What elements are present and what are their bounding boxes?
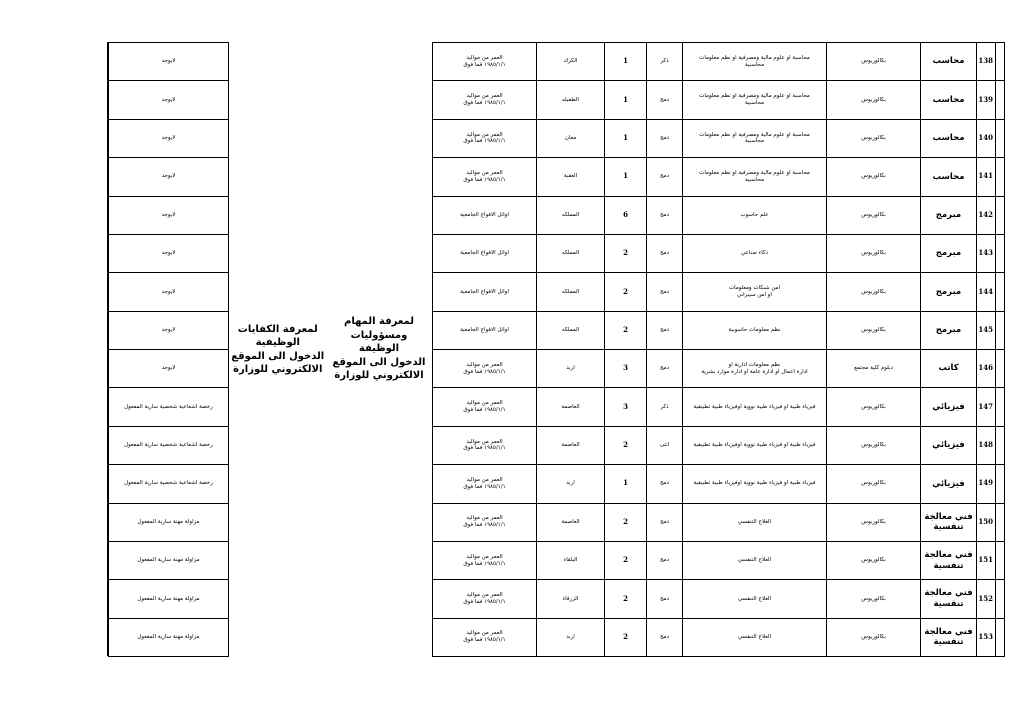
seq-cell: 151 — [977, 541, 996, 579]
seq-cell: 145 — [977, 311, 996, 349]
seq-cell: 141 — [977, 158, 996, 196]
blank-cell — [996, 43, 1005, 81]
degree-cell: بكالوريوس — [827, 503, 921, 541]
specialty-cell: العلاج التنفسي — [683, 541, 827, 579]
specialty-cell: علم حاسوب — [683, 196, 827, 234]
job-title-cell: مبرمج — [921, 234, 977, 272]
table-row — [433, 196, 1005, 234]
gender-cell: دمج — [647, 234, 683, 272]
region-cell: العاصمة — [537, 426, 605, 464]
count-cell: 3 — [605, 350, 647, 388]
specialty-cell: فيزياء طبية او فيزياء طبية نووية اوفيزياء طبية تطبيقية — [683, 388, 827, 426]
license-cell: رخصة اشعاعية شخصية سارية المفعول — [109, 465, 229, 503]
blank-cell — [996, 541, 1005, 579]
job-title-cell: مبرمج — [921, 273, 977, 311]
region-cell: الكرك — [537, 43, 605, 81]
license-cell: مزاولة مهنة سارية المفعول — [109, 541, 229, 579]
license-cell: رخصة اشعاعية شخصية سارية المفعول — [109, 388, 229, 426]
count-cell: 1 — [605, 43, 647, 81]
seq-cell: 150 — [977, 503, 996, 541]
gender-cell: دمج — [647, 158, 683, 196]
job-title-cell: محاسب — [921, 119, 977, 157]
degree-cell: بكالوريوس — [827, 234, 921, 272]
notes-cell: العمر من مواليد ١٩٨٥/١/١ فما فوق — [433, 158, 537, 196]
degree-cell: بكالوريوس — [827, 426, 921, 464]
degree-cell: بكالوريوس — [827, 43, 921, 81]
gender-cell: دمج — [647, 503, 683, 541]
seq-cell: 153 — [977, 618, 996, 656]
seq-cell: 140 — [977, 119, 996, 157]
notes-cell: العمر من مواليد ١٩٨٥/١/١ فما فوق — [433, 81, 537, 119]
table-row — [433, 388, 1005, 426]
table-row — [433, 350, 1005, 388]
notes-cell: اوائل الافواج الجامعية — [433, 196, 537, 234]
specialty-cell: ذكاء صناعي — [683, 234, 827, 272]
table-row — [433, 43, 1005, 81]
specialty-cell: محاسبة او علوم مالية ومصرفية او نظم معلومات محاسبية — [683, 158, 827, 196]
license-cell: لايوجد — [109, 119, 229, 157]
count-cell: 2 — [605, 618, 647, 656]
license-cell: لايوجد — [109, 311, 229, 349]
license-cell: لايوجد — [109, 196, 229, 234]
license-cell: مزاولة مهنة سارية المفعول — [109, 503, 229, 541]
job-title-cell: فيزيائي — [921, 426, 977, 464]
notes-cell: العمر من مواليد ١٩٨٥/١/١ فما فوق — [433, 580, 537, 618]
specialty-cell: محاسبة او علوم مالية ومصرفية او نظم معلومات محاسبية — [683, 119, 827, 157]
gender-cell: دمج — [647, 350, 683, 388]
blank-cell — [996, 426, 1005, 464]
seq-cell: 139 — [977, 81, 996, 119]
gender-cell: دمج — [647, 465, 683, 503]
gender-cell: دمج — [647, 273, 683, 311]
gender-cell: دمج — [647, 196, 683, 234]
seq-cell: 148 — [977, 426, 996, 464]
table-row — [433, 580, 1005, 618]
count-cell: 2 — [605, 273, 647, 311]
job-title-cell: محاسب — [921, 81, 977, 119]
notes-cell: العمر من مواليد ١٩٨٥/١/١ فما فوق — [433, 350, 537, 388]
count-cell: 2 — [605, 580, 647, 618]
degree-cell: بكالوريوس — [827, 465, 921, 503]
license-cell: لايوجد — [109, 273, 229, 311]
region-cell: العقبة — [537, 158, 605, 196]
blank-cell — [996, 350, 1005, 388]
region-cell: اربد — [537, 465, 605, 503]
table-row — [433, 311, 1005, 349]
gender-cell: دمج — [647, 119, 683, 157]
count-cell: 2 — [605, 541, 647, 579]
gender-cell: دمج — [647, 618, 683, 656]
region-cell: الطفيله — [537, 81, 605, 119]
blank-cell — [996, 119, 1005, 157]
blank-cell — [996, 465, 1005, 503]
blank-cell — [996, 273, 1005, 311]
count-cell: 2 — [605, 234, 647, 272]
gender-cell: ذكر — [647, 43, 683, 81]
specialty-cell: فيزياء طبية او فيزياء طبية نووية اوفيزياء طبية تطبيقية — [683, 465, 827, 503]
notes-cell: العمر من مواليد ١٩٨٥/١/١ فما فوق — [433, 503, 537, 541]
count-cell: 2 — [605, 503, 647, 541]
region-cell: المملكه — [537, 273, 605, 311]
gender-cell: دمج — [647, 311, 683, 349]
blank-cell — [996, 196, 1005, 234]
job-title-cell: فيزيائي — [921, 465, 977, 503]
tasks-note-text: لمعرفة المهام ومسؤوليات الوظيفة الدخول الى الموقع الالكتروني للوزارة — [332, 316, 426, 382]
seq-cell: 143 — [977, 234, 996, 272]
job-title-cell: محاسب — [921, 43, 977, 81]
table-row — [433, 119, 1005, 157]
blank-cell — [996, 158, 1005, 196]
degree-cell: بكالوريوس — [827, 580, 921, 618]
blank-cell — [996, 580, 1005, 618]
table-row — [433, 158, 1005, 196]
seq-cell: 146 — [977, 350, 996, 388]
blank-cell — [996, 234, 1005, 272]
license-cell: مزاولة مهنة سارية المفعول — [109, 618, 229, 656]
license-cell: رخصة اشعاعية شخصية سارية المفعول — [109, 426, 229, 464]
table-row — [433, 234, 1005, 272]
count-cell: 2 — [605, 426, 647, 464]
license-cell: لايوجد — [109, 350, 229, 388]
seq-cell: 149 — [977, 465, 996, 503]
specialty-cell: فيزياء طبية او فيزياء طبية نووية اوفيزياء طبية تطبيقية — [683, 426, 827, 464]
tasks-note — [326, 42, 432, 656]
job-title-cell: فني معالجة تنفسية — [921, 580, 977, 618]
region-cell: العاصمة — [537, 388, 605, 426]
blank-cell — [996, 81, 1005, 119]
specialty-cell: محاسبة او علوم مالية ومصرفية او نظم معلومات محاسبية — [683, 43, 827, 81]
degree-cell: بكالوريوس — [827, 119, 921, 157]
degree-cell: بكالوريوس — [827, 273, 921, 311]
gender-cell: دمج — [647, 580, 683, 618]
notes-cell: العمر من مواليد ١٩٨٥/١/١ فما فوق — [433, 541, 537, 579]
region-cell: المملكه — [537, 196, 605, 234]
license-cell: لايوجد — [109, 234, 229, 272]
table-row — [433, 273, 1005, 311]
region-cell: الزرقاء — [537, 580, 605, 618]
notes-cell: العمر من مواليد ١٩٨٥/١/١ فما فوق — [433, 618, 537, 656]
degree-cell: بكالوريوس — [827, 541, 921, 579]
job-title-cell: كاتب — [921, 350, 977, 388]
notes-cell: العمر من مواليد ١٩٨٥/١/١ فما فوق — [433, 388, 537, 426]
degree-cell: بكالوريوس — [827, 158, 921, 196]
gender-cell: انثى — [647, 426, 683, 464]
table-row — [433, 541, 1005, 579]
job-title-cell: مبرمج — [921, 311, 977, 349]
table-row — [433, 465, 1005, 503]
count-cell: 6 — [605, 196, 647, 234]
job-title-cell: فني معالجة تنفسية — [921, 541, 977, 579]
license-cell: لايوجد — [109, 81, 229, 119]
table-row — [109, 43, 327, 81]
notes-cell: العمر من مواليد ١٩٨٥/١/١ فما فوق — [433, 465, 537, 503]
specialty-cell: امن شبكات ومعلومات او امن سيبراني — [683, 273, 827, 311]
blank-cell — [996, 503, 1005, 541]
notes-cell: العمر من مواليد ١٩٨٥/١/١ فما فوق — [433, 43, 537, 81]
specialty-cell: نظم معلومات ادارية او ادارة اعمال او ادارة عامة او ادارة موارد بشرية — [683, 350, 827, 388]
degree-cell: بكالوريوس — [827, 196, 921, 234]
job-title-cell: فيزيائي — [921, 388, 977, 426]
count-cell: 1 — [605, 158, 647, 196]
count-cell: 2 — [605, 311, 647, 349]
degree-cell: بكالوريوس — [827, 81, 921, 119]
region-cell: معان — [537, 119, 605, 157]
region-cell: اربد — [537, 350, 605, 388]
seq-cell: 144 — [977, 273, 996, 311]
notes-cell: اوائل الافواج الجامعية — [433, 311, 537, 349]
seq-cell: 142 — [977, 196, 996, 234]
seq-cell: 152 — [977, 580, 996, 618]
blank-cell — [996, 388, 1005, 426]
specialty-cell: نظم معلومات حاسوبية — [683, 311, 827, 349]
vacancies-table — [432, 42, 1005, 657]
gender-cell: دمج — [647, 81, 683, 119]
table-row — [433, 503, 1005, 541]
region-cell: المملكه — [537, 234, 605, 272]
count-cell: 3 — [605, 388, 647, 426]
count-cell: 1 — [605, 119, 647, 157]
blank-cell — [996, 311, 1005, 349]
job-title-cell: فني معالجة تنفسية — [921, 618, 977, 656]
notes-cell: اوائل الافواج الجامعية — [433, 234, 537, 272]
license-and-notes-table — [108, 42, 327, 657]
specialty-cell: العلاج التنفسي — [683, 503, 827, 541]
degree-cell: بكالوريوس — [827, 618, 921, 656]
count-cell: 1 — [605, 465, 647, 503]
region-cell: اربد — [537, 618, 605, 656]
job-title-cell: محاسب — [921, 158, 977, 196]
region-cell: المملكه — [537, 311, 605, 349]
region-cell: العاصمة — [537, 503, 605, 541]
seq-cell: 138 — [977, 43, 996, 81]
degree-cell: بكالوريوس — [827, 311, 921, 349]
specialty-cell: العلاج التنفسي — [683, 580, 827, 618]
blank-cell — [996, 618, 1005, 656]
license-cell: لايوجد — [109, 158, 229, 196]
gender-cell: ذكر — [647, 388, 683, 426]
gender-cell: دمج — [647, 541, 683, 579]
notes-cell: العمر من مواليد ١٩٨٥/١/١ فما فوق — [433, 119, 537, 157]
degree-cell: بكالوريوس — [827, 388, 921, 426]
table-row — [433, 426, 1005, 464]
seq-cell: 147 — [977, 388, 996, 426]
competencies-note: لمعرفة الكفايات الوظيفية الدخول الى الموقع الالكتروني للوزارة — [231, 323, 325, 375]
job-title-cell: مبرمج — [921, 196, 977, 234]
license-cell: لايوجد — [109, 43, 229, 81]
count-cell: 1 — [605, 81, 647, 119]
region-cell: البلقاء — [537, 541, 605, 579]
license-cell: مزاولة مهنة سارية المفعول — [109, 580, 229, 618]
notes-cell: العمر من مواليد ١٩٨٥/١/١ فما فوق — [433, 426, 537, 464]
specialty-cell: محاسبة او علوم مالية ومصرفية او نظم معلومات محاسبية — [683, 81, 827, 119]
degree-cell: دبلوم كلية مجتمع — [827, 350, 921, 388]
table-row — [433, 81, 1005, 119]
table-row — [433, 618, 1005, 656]
job-title-cell: فني معالجة تنفسية — [921, 503, 977, 541]
specialty-cell: العلاج التنفسي — [683, 618, 827, 656]
notes-cell: اوائل الافواج الجامعية — [433, 273, 537, 311]
